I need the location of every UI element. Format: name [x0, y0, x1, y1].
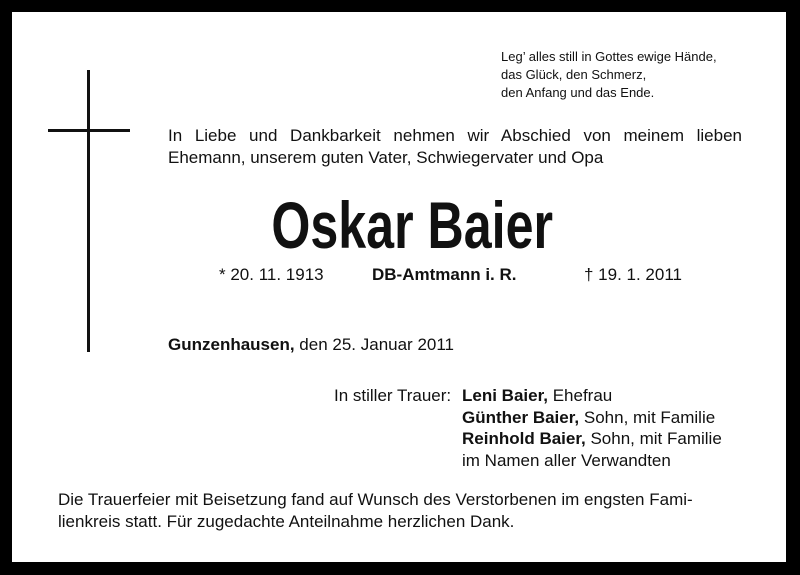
- mourner-name: Reinhold Baier,: [462, 429, 586, 448]
- motto-line: das Glück, den Schmerz,: [501, 67, 647, 82]
- cross-icon: [87, 70, 90, 352]
- mourner-name: Leni Baier,: [462, 386, 548, 405]
- date: den 25. Januar 2011: [294, 335, 455, 354]
- intro-line: Ehemann, unserem guten Vater, Schwiegervater und Opa: [168, 148, 604, 167]
- cross-icon-bar: [48, 129, 130, 132]
- motto-verse: [501, 48, 717, 102]
- closing-line: Die Trauerfeier mit Beisetzung fand auf Wunsch des Verstorbenen im engsten Fami-: [58, 490, 693, 509]
- mourner-name: Günther Baier,: [462, 407, 580, 427]
- mourner-relation: Sohn, mit Familie: [579, 407, 716, 427]
- mourner-item: [462, 385, 722, 407]
- mourners-list: [462, 385, 722, 471]
- closing-text: [58, 489, 748, 533]
- motto-line: den Anfang und das Ende.: [501, 85, 655, 100]
- death-date: † 19. 1. 2011: [584, 265, 682, 284]
- closing-line: lienkreis statt. Für zugedachte Anteilnahme herzlichen Dank.: [58, 512, 515, 531]
- deceased-title: DB-Amtmann i. R.: [372, 265, 517, 284]
- relatives-line: im Namen aller Verwandten: [462, 450, 671, 470]
- intro-line: In Liebe und Dankbarkeit nehmen wir Abschied von meinem lieben: [168, 126, 742, 145]
- mourning-label: In stiller Trauer:: [334, 386, 452, 405]
- motto-line: Leg’ alles still in Gottes ewige Hände,: [501, 49, 717, 64]
- obituary-card: [12, 12, 786, 562]
- mourner-item: [462, 428, 722, 450]
- birth-date: * 20. 11. 1913: [219, 265, 324, 284]
- mourner-relation: Sohn, mit Familie: [585, 429, 722, 448]
- place: Gunzenhausen,: [168, 335, 295, 354]
- deceased-name: Oskar Baier: [271, 188, 554, 262]
- mourner-item: [462, 407, 722, 429]
- place-date: [168, 334, 454, 356]
- intro-text: [168, 125, 742, 169]
- mourner-relation: Ehefrau: [547, 386, 613, 405]
